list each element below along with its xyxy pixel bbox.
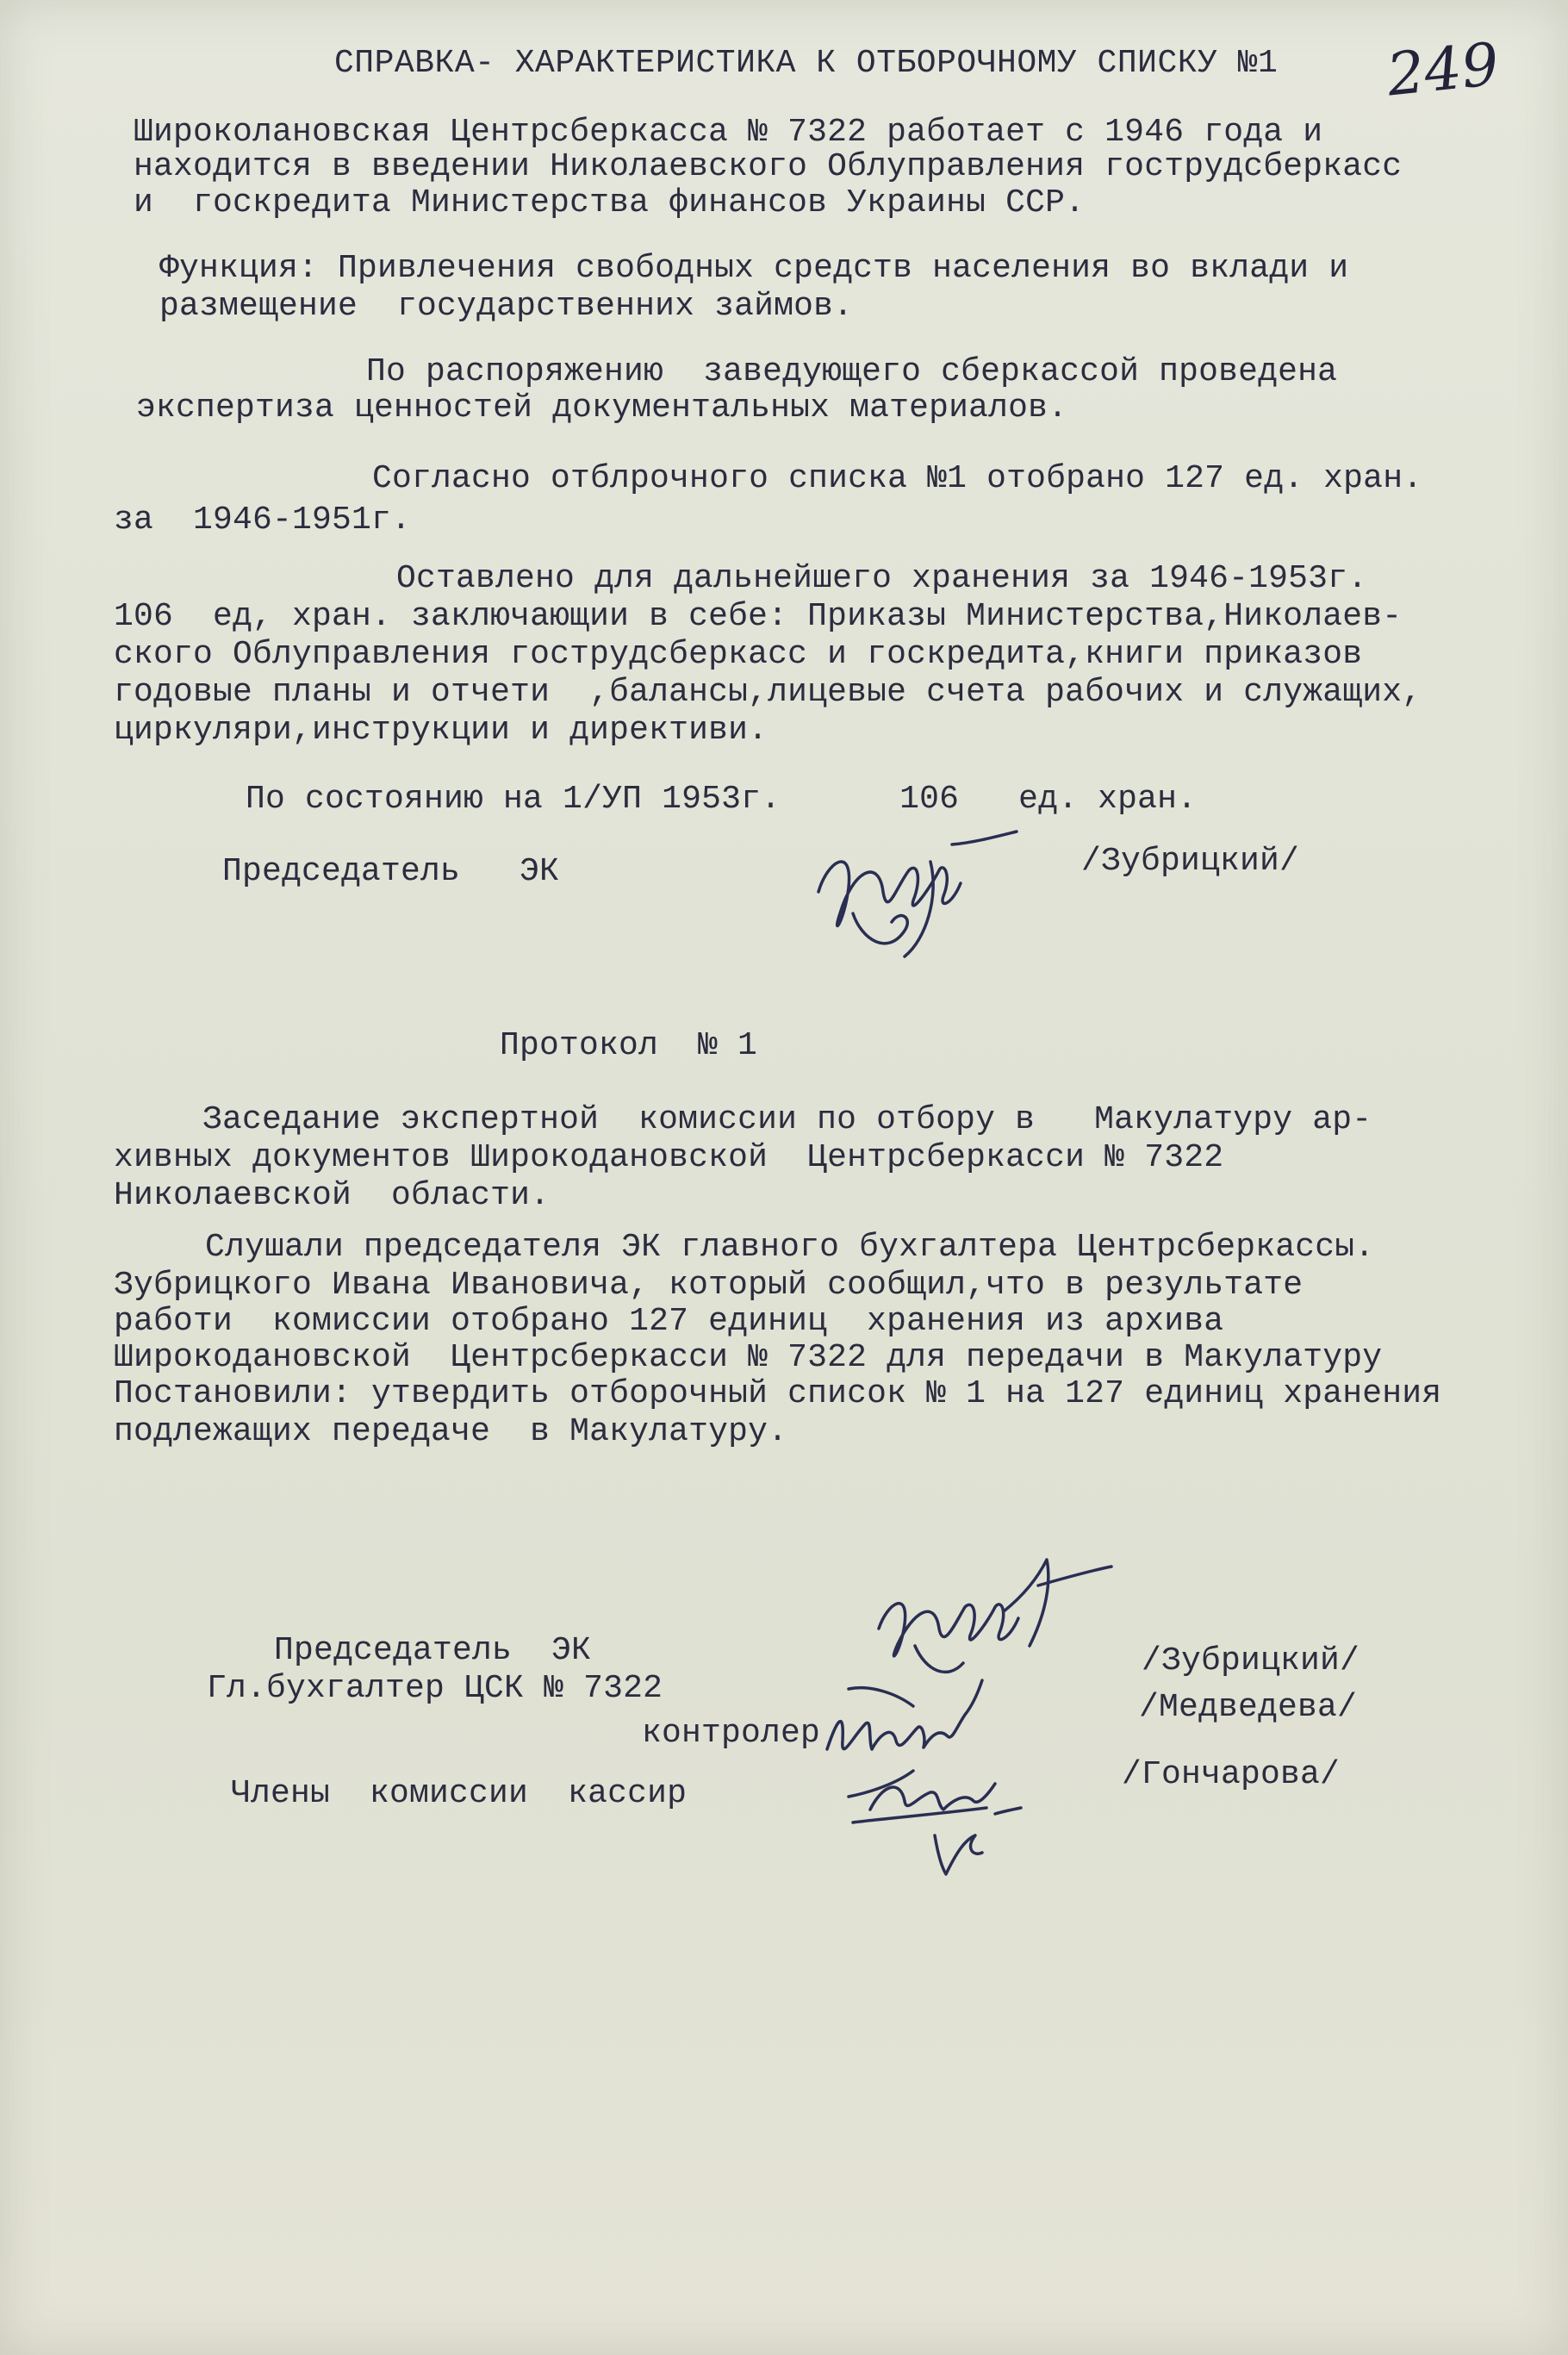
intro-line-1: Широколановская Центрсберкасса № 7322 работает с 1946 года и [134,114,1323,151]
heard-line-4: Широкодановской Центрсберкасси № 7322 для передачи в Макулатуру [114,1339,1383,1376]
sig-controller-label: контролер [642,1715,821,1752]
protocol-title: Протокол № 1 [500,1027,758,1064]
intro-line-2: находится в введении Николаевского Облуправления гострудсберкасс [134,148,1403,185]
meeting-line-2: хивных документов Широкодановской Центрсберкасси № 7322 [114,1139,1224,1176]
heard-line-3: работи комиссии отобрано 127 единиц хранения из архива [114,1303,1224,1340]
certificate-chairman-name: /Зубрицкий/ [1081,843,1300,880]
cashier-signature [836,1732,1025,1878]
order-line-1: По распоряжению заведующего сберкассой проведена [366,353,1338,390]
meeting-line-3: Николаевской области. [114,1177,551,1214]
sig-name-medvedeva: /Медведева/ [1139,1689,1358,1726]
chairman-signature-1 [801,810,1025,982]
certificate-chairman-label: Председатель ЭК [222,853,560,890]
function-line-2: размещение государственних займов. [159,288,854,325]
meeting-line-1: Заседание экспертной комиссии по отбору в Макулатуру ар- [202,1101,1372,1138]
kept-line-3: ского Облуправления гострудсберкасс и госкредита,книги приказов [114,636,1363,673]
heard-line-5: Постановили: утвердить отборочный список № 1 на 127 единиц хранения [114,1375,1442,1412]
kept-line-5: циркуляри,инструкции и директиви. [114,712,768,749]
certificate-title: СПРАВКА- ХАРАКТЕРИСТИКА К ОТБОРОЧНОМУ СПИСКУ №1 [334,45,1279,82]
status-line: По состоянию на 1/УП 1953г. 106 ед. хран. [246,781,1198,818]
heard-line-6: подлежащих передаче в Макулатуру. [114,1413,788,1450]
archive-page-number: 249 [1384,30,1503,110]
function-line-1: Функция: Привлечения свободных средств населения во вклади и [159,250,1349,287]
selected-line-2: за 1946-1951г. [114,502,412,539]
sig-name-zubritsky: /Зубрицкий/ [1142,1642,1360,1679]
kept-line-1: Оставлено для дальнейшего хранения за 1946-1953г. [396,560,1368,597]
selected-line-1: Согласно отблрочного списка №1 отобрано 127 ед. хран. [372,460,1423,497]
sig-chief-accountant-label: Гл.бухгалтер ЦСК № 7322 [207,1670,663,1707]
sig-name-goncharova: /Гончарова/ [1122,1756,1341,1793]
order-line-2: экспертиза ценностей документальных материалов. [136,389,1068,427]
sig-chairman-label: Председатель ЭК [274,1632,592,1669]
sig-members-label: Члены комиссии кассир [231,1775,688,1812]
heard-line-1: Слушали председателя ЭК главного бухгалтера Центрсберкассы. [205,1229,1375,1266]
heard-line-2: Зубрицкого Ивана Ивановича, который сообщил,что в результате [114,1267,1304,1304]
intro-line-3: и госкредита Министерства финансов Украины ССР. [134,184,1086,221]
kept-line-2: 106 ед, хран. заключающии в себе: Приказы Министерства,Николаев- [114,598,1403,635]
kept-line-4: годовые планы и отчети ,балансы,лицевые счета рабочих и служащих, [114,674,1422,711]
